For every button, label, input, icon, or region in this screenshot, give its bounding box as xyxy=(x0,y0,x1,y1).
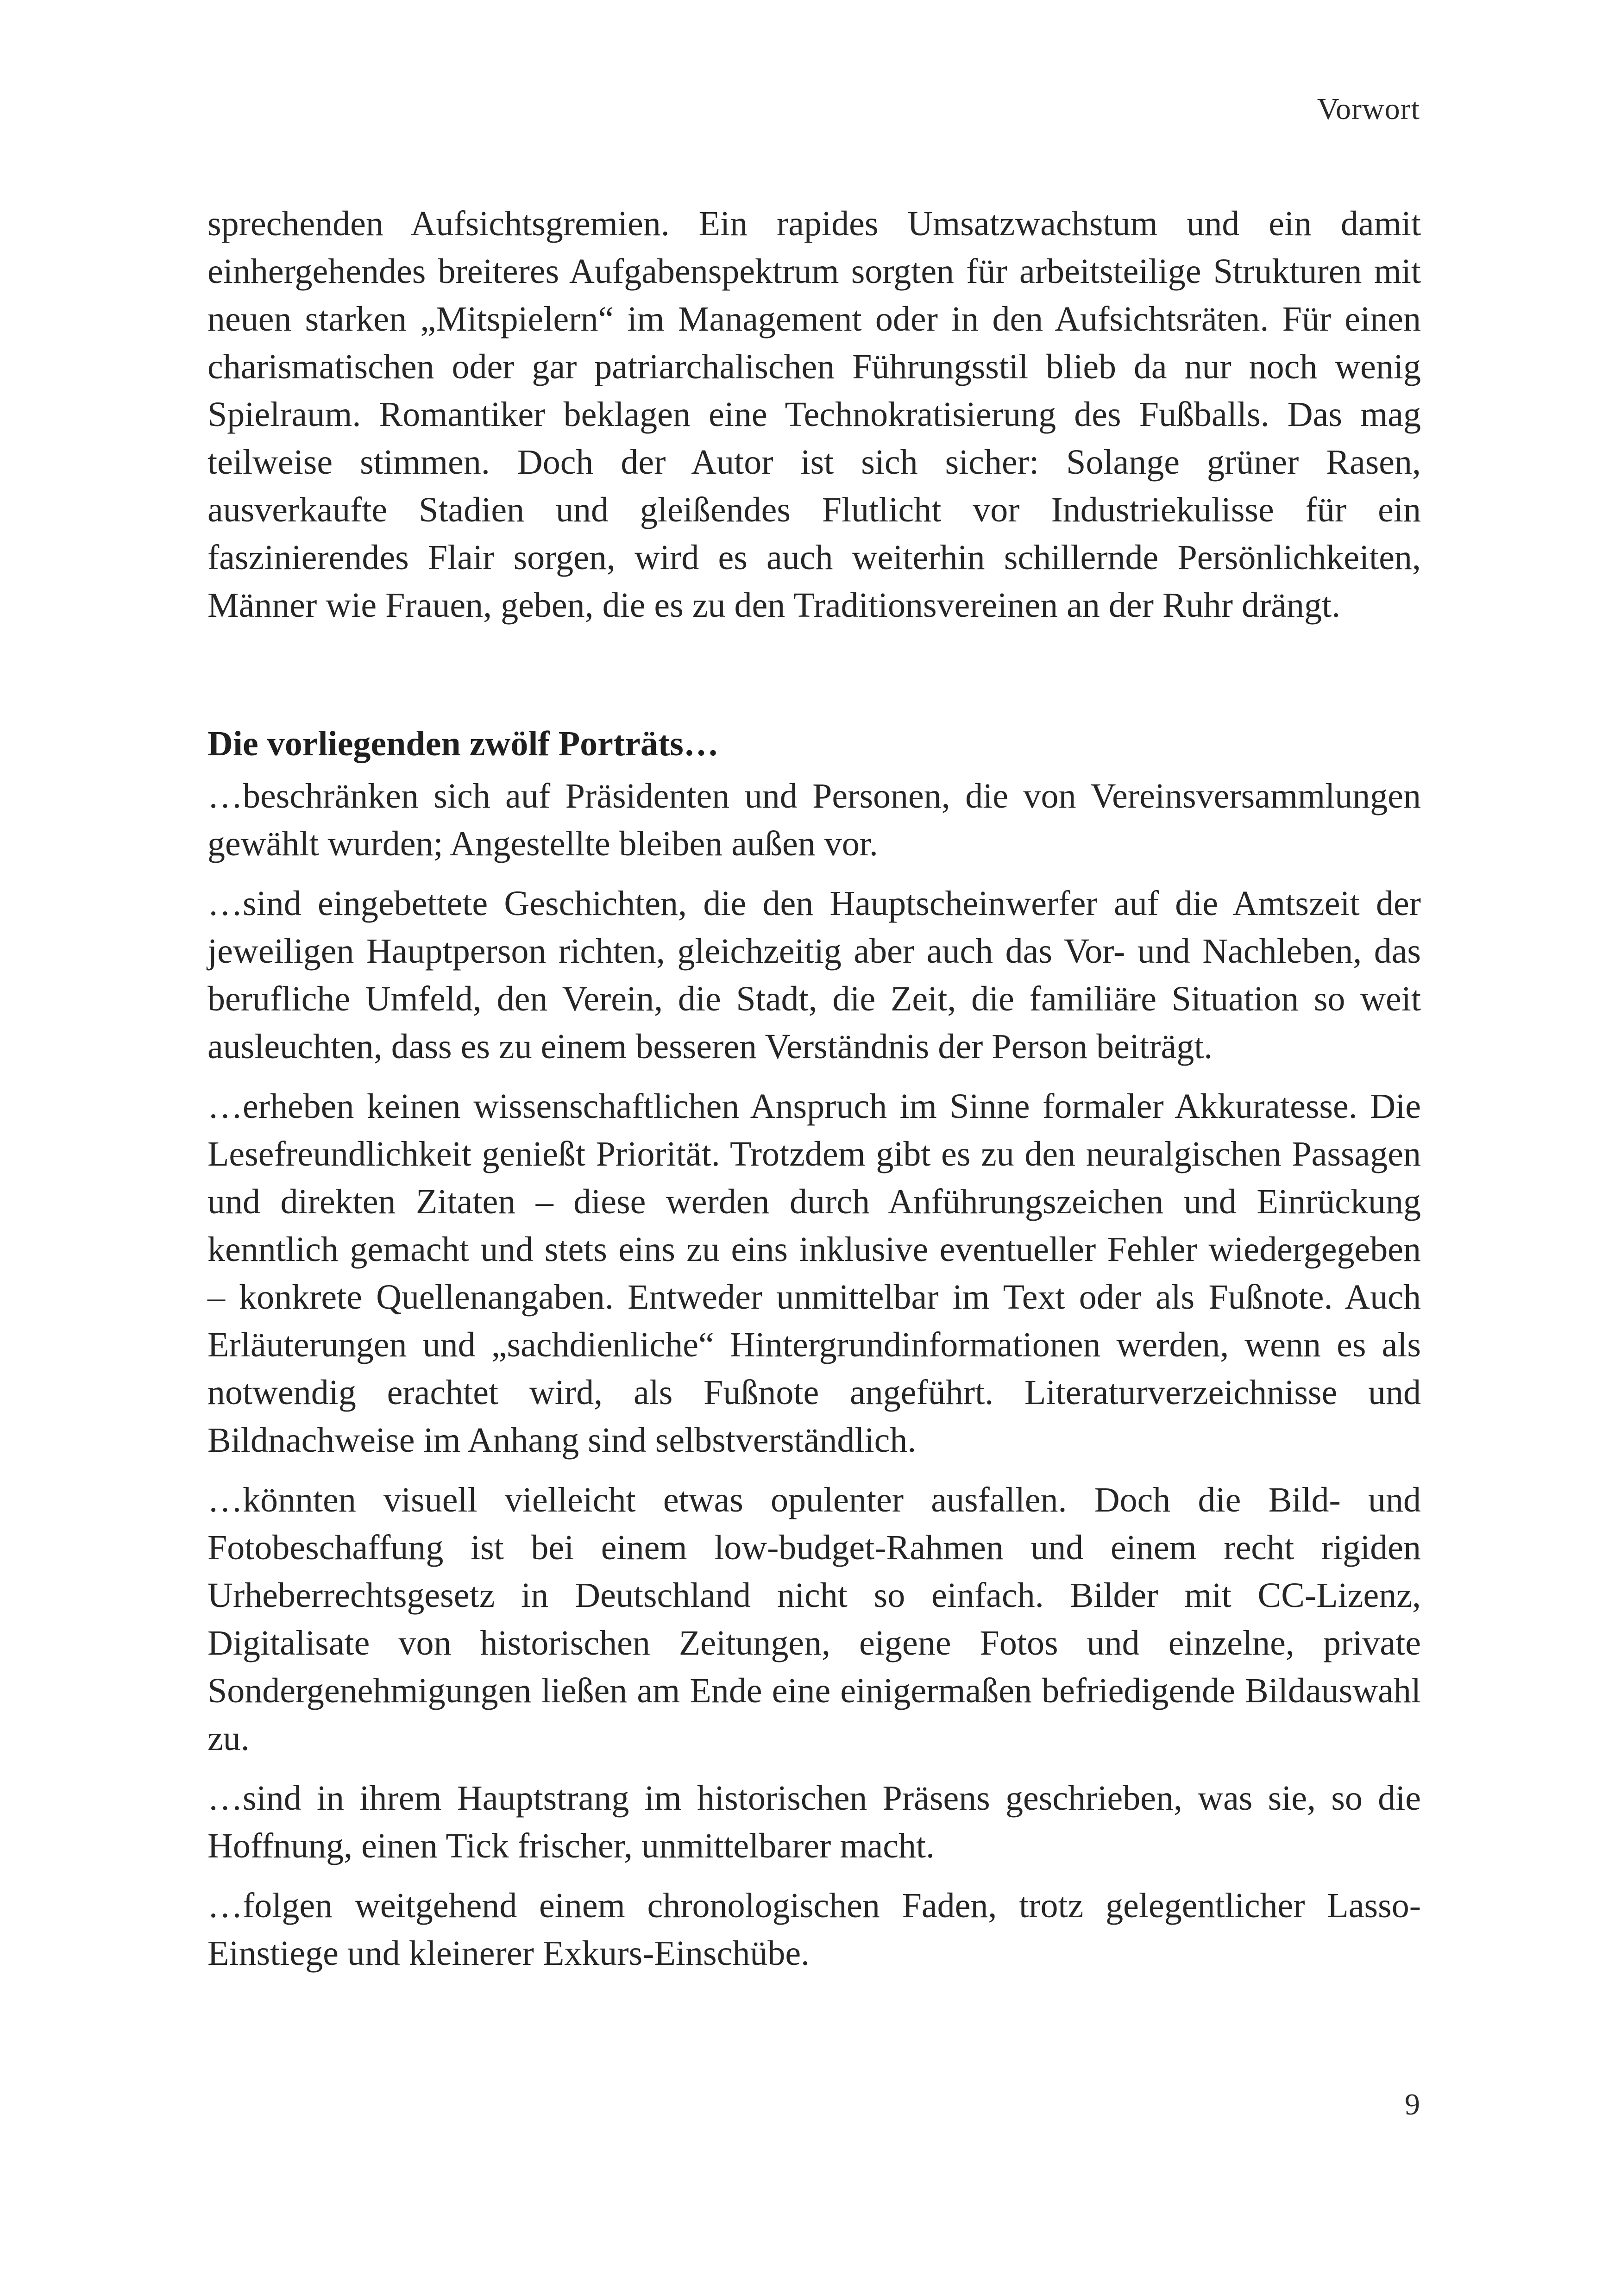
intro-paragraph: sprechenden Aufsichtsgremien. Ein rapides Umsatzwachstum und ein damit einhergehendes breiteres Aufgabenspektrum sorgten für arbeitsteilige Strukturen mit neuen starken „Mitspielern“ im Management oder in den Aufsichtsräten. Für einen charismatischen oder gar patriarchalischen Führungsstil blieb da nur noch wenig Spielraum. Romantiker beklagen eine Technokratisierung des Fußballs. Das mag teilweise stimmen. Doch der Autor ist sich sicher: Solange grüner Rasen, ausverkaufte Stadien und gleißendes Flutlicht vor Industriekulisse für ein faszinierendes Flair sorgen, wird es auch weiterhin schillernde Persönlichkeiten, Männer wie Frauen, geben, die es zu den Traditionsvereinen an der Ruhr drängt. xyxy=(207,204,1421,625)
portrait-criteria-list xyxy=(207,772,1421,1977)
criteria-paragraph: …erheben keinen wissenschaftlichen Anspruch im Sinne formaler Akkuratesse. Die Lesefreundlichkeit genießt Priorität. Trotzdem gibt es zu den neuralgischen Passagen und direkten Zitaten – diese werden durch Anführungszeichen und Einrückung kenntlich gemacht und stets eins zu eins inklusive eventueller Fehler wiedergegeben – konkrete Quellenangaben. Entweder unmittelbar im Text oder als Fußnote. Auch Erläuterungen und „sachdienliche“ Hintergrundinformationen werden, wenn es als notwendig erachtet wird, als Fußnote angeführt. Literaturverzeichnisse und Bildnachweise im Anhang sind selbstverständlich. xyxy=(207,1087,1421,1460)
section-heading: Die vorliegenden zwölf Porträts… xyxy=(207,724,719,763)
criteria-paragraph: …sind eingebettete Geschichten, die den Hauptscheinwerfer auf die Amtszeit der jeweiligen Hauptperson richten, gleichzeitig aber auch das Vor- und Nachleben, das berufliche Umfeld, den Verein, die Stadt, die Zeit, die familiäre Situation so weit ausleuchten, dass es zu einem besseren Verständnis der Person beiträgt. xyxy=(207,884,1421,1066)
page-number: 9 xyxy=(1405,2088,1420,2121)
criteria-paragraph: …könnten visuell vielleicht etwas opulenter ausfallen. Doch die Bild- und Fotobeschaffung ist bei einem low-budget-Rahmen und einem recht rigiden Urheberrechtsgesetz in Deutschland nicht so einfach. Bilder mit CC-Lizenz, Digitalisate von historischen Zeitungen, eigene Fotos und einzelne, private Sondergenehmigungen ließen am Ende eine einigermaßen befriedigende Bildauswahl zu. xyxy=(207,1480,1421,1758)
running-header: Vorwort xyxy=(1317,92,1420,126)
criteria-paragraph: …sind in ihrem Hauptstrang im historischen Präsens geschrieben, was sie, so die Hoffnung, einen Tick frischer, unmittelbarer macht. xyxy=(207,1779,1421,1865)
criteria-paragraph: …folgen weitgehend einem chronologischen Faden, trotz gelegentlicher Lasso-Einstiege und kleinerer Exkurs-Einschübe. xyxy=(207,1886,1421,1973)
page-body xyxy=(207,200,1421,1977)
criteria-paragraph: …beschränken sich auf Präsidenten und Personen, die von Vereinsversammlungen gewählt wurden; Angestellte bleiben außen vor. xyxy=(207,777,1421,863)
